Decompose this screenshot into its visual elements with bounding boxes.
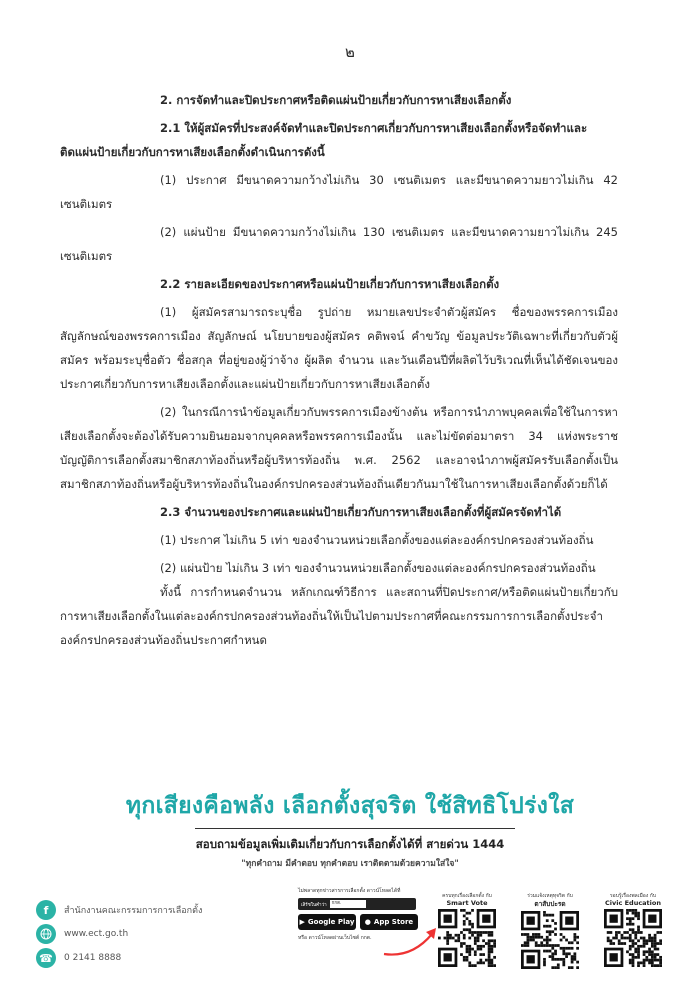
subsection-2-3-item-1: (1) ประกาศ ไม่เกิน 5 เท่า ของจำนวนหน่วยเลือกตั้งของแต่ละองค์กรปกครองส่วนท้องถิ่น xyxy=(160,533,594,547)
qr-tasapparot[interactable] xyxy=(519,893,581,969)
subsection-2-2-heading: 2.2 รายละเอียดของประกาศหรือแผ่นป้ายเกี่ยวกับการหาเสียงเลือกตั้ง xyxy=(160,277,500,291)
phone-icon: ☎ xyxy=(36,948,56,968)
qr-smartvote-title: Smart Vote xyxy=(446,899,488,907)
section-heading: 2. การจัดทำและปิดประกาศหรือติดแผ่นป้ายเกี่ยวกับการหาเสียงเลือกตั้ง xyxy=(160,93,512,107)
apple-icon: ● xyxy=(364,918,371,926)
smartvote-caption: ไม่พลาดทุกข่าวสารการเลือกตั้ง ดาวน์โหลดได้ที่ xyxy=(298,888,401,894)
divider xyxy=(195,828,515,829)
subsection-2-1-heading-line1: 2.1 ให้ผู้สมัครที่ประสงค์จัดทำและปิดประกาศเกี่ยวกับการหาเสียงเลือกตั้งหรือจัดทำและ xyxy=(160,121,588,135)
facebook-icon: f xyxy=(36,900,56,920)
subsection-2-1-item-1: (1) ประกาศ มีขนาดความกว้างไม่เกิน 30 เซนติเมตร และมีขนาดความยาวไม่เกิน 42 เซนติเมตร xyxy=(60,173,618,211)
store-search-label: เสิร์ชในคำว่า xyxy=(301,902,327,908)
qr-civic-caption: รอบรู้เรื่องพลเมือง กับ xyxy=(610,893,656,899)
campaign-slogan: ทุกเสียงคือพลัง เลือกตั้งสุจริต ใช้สิทธิโปร่งใส xyxy=(125,793,575,819)
subsection-2-3-item-2: (2) แผ่นป้าย ไม่เกิน 3 เท่า ของจำนวนหน่วยเลือกตั้งของแต่ละองค์กรปกครองส่วนท้องถิ่น xyxy=(160,561,596,575)
subsection-2-3-note: ทั้งนี้ การกำหนดจำนวน หลักเกณฑ์วิธีการ และสถานที่ปิดประกาศ/หรือติดแผ่นป้ายเกี่ยวกับการหาเสียงเลือกตั้งในแต่ละองค์กรปกครองส่วนท้องถิ่นให้เป็นไปตามประกาศที่คณะกรรมการการเลือกตั้งประจำองค์กรปกครองส่วนท้องถิ่นประกาศกำหนด xyxy=(60,585,618,647)
google-play-icon: ▶ xyxy=(299,918,305,926)
hotline-tagline: "ทุกคำถาม มีคำตอบ ทุกคำตอบ เราติดตามด้วยความใส่ใจ" xyxy=(241,859,459,869)
globe-icon xyxy=(36,924,56,944)
qr-tasapparot-title: ตาสับปะรด xyxy=(534,900,566,908)
qr-civic-title: Civic Education xyxy=(605,899,661,907)
subsection-2-3-heading: 2.3 จำนวนของประกาศและแผ่นป้ายเกี่ยวกับการหาเสียงเลือกตั้งที่ผู้สมัครจัดทำได้ xyxy=(160,505,562,519)
store-search-bar xyxy=(298,898,416,910)
contact-phone[interactable] xyxy=(36,948,121,968)
store-search-value: กกต. xyxy=(330,900,366,908)
subsection-2-1-heading-line2: ติดแผ่นป้ายเกี่ยวกับการหาเสียงเลือกตั้งดำเนินการดังนี้ xyxy=(60,145,325,159)
subsection-2-2-item-1: (1) ผู้สมัครสามารถระบุชื่อ รูปถ่าย หมายเลขประจำตัวผู้สมัคร ชื่อของพรรคการเมือง สัญลักษณ์ของพรรคการเมือง สัญลักษณ์ นโยบายของผู้สมัคร คติพจน์ คำขวัญ ข้อมูลประวัติเฉพาะที่เกี่ยวกับตัวผู้สมัคร พร้อมระบุชื่อตัว ชื่อสกุล ที่อยู่ของผู้ว่าจ้าง ผู้ผลิต จำนวน และวันเดือนปีที่ผลิตไว้บริเวณที่เห็นได้ชัดเจนของประกาศเกี่ยวกับการหาเสียงเลือกตั้งและแผ่นป้ายเกี่ยวกับการหาเสียงเลือกตั้ง xyxy=(60,305,618,391)
contact-facebook[interactable] xyxy=(36,900,202,920)
qr-code-icon xyxy=(438,909,496,967)
contact-facebook-text: สำนักงานคณะกรรมการการเลือกตั้ง xyxy=(64,906,203,916)
qr-code-icon xyxy=(521,911,579,969)
document-body xyxy=(60,88,618,652)
app-store-label: App Store xyxy=(373,918,414,926)
arrow-icon xyxy=(382,920,440,960)
qr-smartvote[interactable] xyxy=(436,893,498,967)
qr-tasapparot-caption: ร่วมแจ้งเหตุทุจริต กับ xyxy=(527,893,573,899)
qr-civic-education[interactable] xyxy=(602,893,664,967)
hotline-text: สอบถามข้อมูลเพิ่มเติมเกี่ยวกับการเลือกตั้งได้ที่ สายด่วน 1444 xyxy=(195,837,505,851)
smartvote-foot: หรือ ดาวน์โหลดผ่านเว็บไซต์ กกต. xyxy=(298,935,372,941)
subsection-2-2-item-2: (2) ในกรณีการนำข้อมูลเกี่ยวกับพรรคการเมืองข้างต้น หรือการนำภาพบุคคลเพื่อใช้ในการหาเสียงเลือกตั้งจะต้องได้รับความยินยอมจากบุคคลหรือพรรคการเมืองนั้น และไม่ขัดต่อมาตรา 34 แห่งพระราชบัญญัติการเลือกตั้งสมาชิกสภาท้องถิ่นหรือผู้บริหารท้องถิ่น พ.ศ. 2562 และอาจนำภาพผู้สมัครรับเลือกตั้งเป็นสมาชิกสภาท้องถิ่นหรือผู้บริหารท้องถิ่นในองค์กรปกครองส่วนท้องถิ่นเดียวกันมาใช้ในการหาเสียงเลือกตั้งด้วยก็ได้ xyxy=(60,405,618,491)
page-number: ๒ xyxy=(345,43,355,61)
contact-phone-text: 0 2141 8888 xyxy=(64,953,122,963)
qr-code-icon xyxy=(604,909,662,967)
subsection-2-1-item-2: (2) แผ่นป้าย มีขนาดความกว้างไม่เกิน 130 เซนติเมตร และมีขนาดความยาวไม่เกิน 245 เซนติเมตร xyxy=(60,225,618,263)
google-play-badge[interactable] xyxy=(298,914,356,930)
google-play-label: Google Play xyxy=(307,918,355,926)
contact-website[interactable] xyxy=(36,924,128,944)
contact-website-text: www.ect.go.th xyxy=(64,929,129,939)
qr-smartvote-caption: ครบทุกเรื่องเลือกตั้ง กับ xyxy=(442,893,492,899)
